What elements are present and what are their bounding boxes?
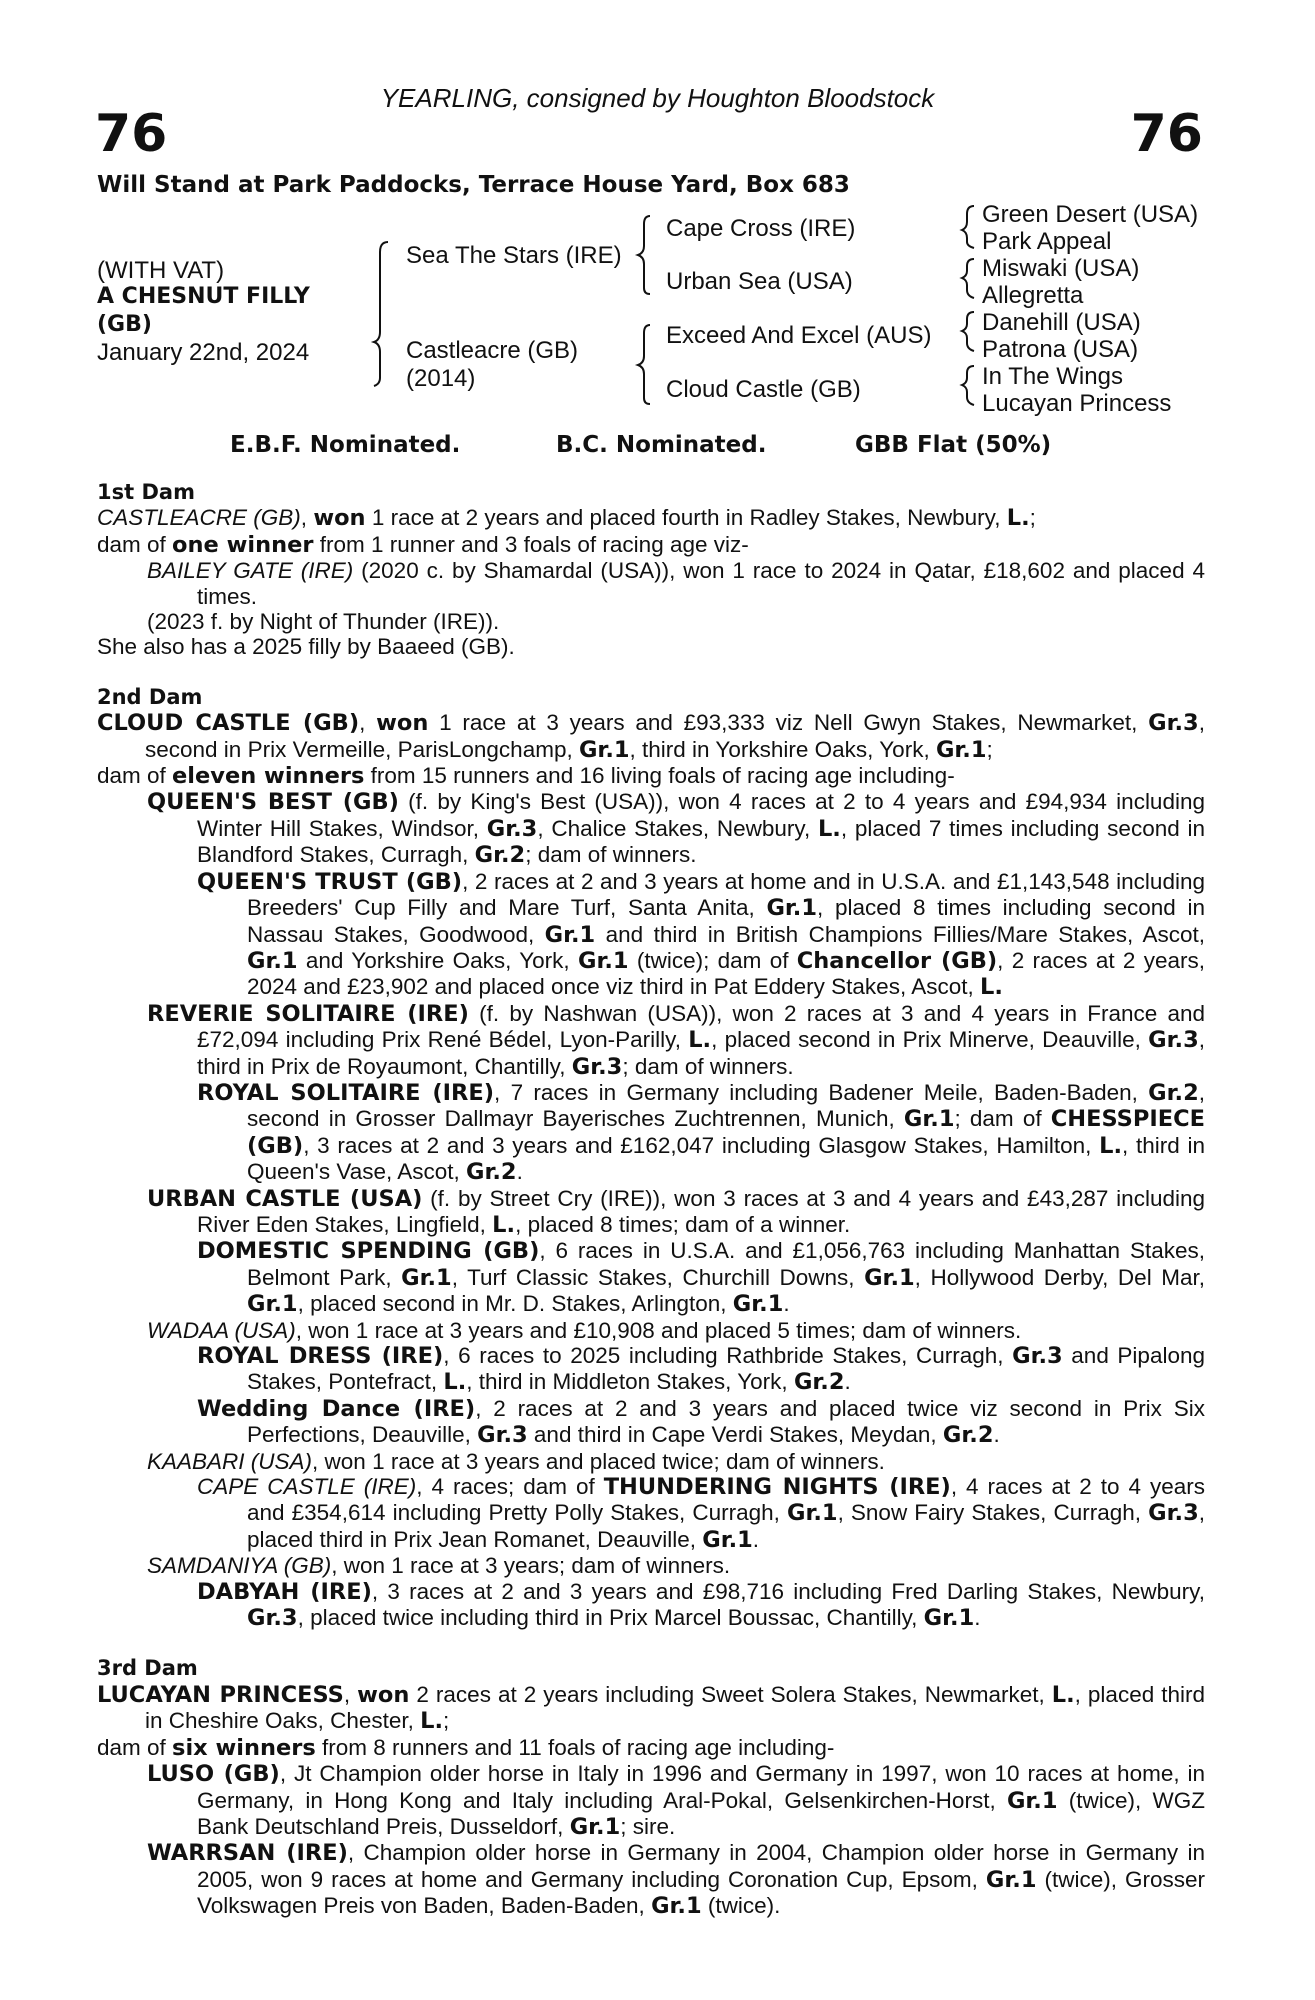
text-run: , Hollywood Derby, Del Mar, bbox=[914, 1264, 1205, 1290]
text-run: , Jt Champion older horse in Italy in 1996 and Germany in 1997, won 10 races at home, in Germany, in Hong Kong and Italy including Aral-Pokal, Gelsenkirchen-Horst, bbox=[197, 1761, 1205, 1813]
bold-text: Gr.3 bbox=[477, 1422, 528, 1449]
bold-text: Gr.1 bbox=[787, 1500, 838, 1527]
text-run: 1 race at 2 years and placed fourth in Radley Stakes, Newbury, bbox=[365, 505, 1007, 531]
text-run: , 2 races at 2 and 3 years at home and in U.S.A. and £1,143,548 including Breeders' Cup Filly and Mare Turf, Santa Anita, bbox=[247, 868, 1205, 921]
gen3-sd-sire: Miswaki (USA) bbox=[982, 255, 1140, 282]
text-run: ; bbox=[1029, 505, 1036, 531]
bold-text: won bbox=[357, 1681, 410, 1708]
bold-text: L. bbox=[420, 1708, 444, 1735]
second-dam-entry bbox=[97, 710, 1205, 763]
text-run: , won 1 race at 3 years and placed twice; dam of winners. bbox=[312, 1448, 885, 1474]
bold-text: Gr.3 bbox=[1148, 1027, 1199, 1054]
bold-text: Gr.2 bbox=[793, 1369, 845, 1396]
bold-text: QUEEN'S TRUST (GB) bbox=[197, 868, 463, 895]
bc-nomination: B.C. Nominated. bbox=[556, 432, 767, 458]
second-dam-entry bbox=[97, 1343, 1205, 1396]
text-run: from 1 runner and 3 foals of racing age viz- bbox=[313, 531, 749, 557]
text-run: , third in Prix de Royaumont, Chantilly, bbox=[197, 1027, 1205, 1079]
bold-text: Gr.1 bbox=[544, 921, 596, 948]
bold-text: Gr.2 bbox=[466, 1159, 517, 1186]
dam-dam: Cloud Castle (GB) bbox=[666, 376, 861, 403]
bold-text: Gr.1 bbox=[903, 1106, 955, 1133]
text-run: , 7 races in Germany including Badener Meile, Baden-Baden, bbox=[494, 1079, 1149, 1105]
bold-text: Gr.3 bbox=[571, 1053, 623, 1080]
text-run: (twice). bbox=[701, 1893, 781, 1919]
bold-text: Gr.1 bbox=[935, 736, 987, 763]
text-run: 1 race at 3 years and £93,333 viz Nell Gwyn Stakes, Newmarket, bbox=[428, 710, 1149, 736]
text-run: , third in Queen's Vase, Ascot, bbox=[247, 1132, 1205, 1185]
bold-text: Gr.3 bbox=[1148, 710, 1199, 737]
bold-text: Gr.1 bbox=[766, 895, 818, 922]
horse-name: A CHESNUT FILLY bbox=[97, 284, 310, 309]
vat-label: (WITH VAT) bbox=[97, 257, 225, 284]
bold-text: Gr.2 bbox=[942, 1422, 994, 1449]
first-dam-closing bbox=[97, 634, 1205, 659]
bold-text: Gr.1 bbox=[578, 736, 630, 763]
bold-text: Gr.1 bbox=[923, 1605, 975, 1632]
bold-text: Gr.1 bbox=[247, 1291, 298, 1318]
sire-dam: Urban Sea (USA) bbox=[666, 268, 853, 295]
second-dam-entry bbox=[97, 1001, 1205, 1080]
text-run: (2020 c. by Shamardal (USA)), won 1 race to 2024 in Qatar, £18,602 and placed 4 times. bbox=[197, 558, 1205, 609]
bold-text: DABYAH (IRE) bbox=[197, 1578, 372, 1605]
second-dam-entry bbox=[97, 1238, 1205, 1317]
text-run: , won 1 race at 3 years and £10,908 and placed 5 times; dam of winners. bbox=[295, 1317, 1022, 1343]
bold-text: Wedding Dance (IRE) bbox=[197, 1395, 476, 1422]
text-run: ; dam of bbox=[954, 1106, 1051, 1132]
italic-text: CASTLEACRE (GB) bbox=[97, 505, 301, 531]
bold-text: eleven winners bbox=[172, 763, 365, 790]
dam-sire: Exceed And Excel (AUS) bbox=[666, 322, 932, 349]
text-run: and Pipalong Stakes, Pontefract, bbox=[247, 1343, 1205, 1395]
text-run: , bbox=[343, 1681, 358, 1707]
text-run: . bbox=[993, 1422, 1000, 1448]
italic-text: KAABARI (USA) bbox=[147, 1448, 313, 1474]
text-run: , 3 races at 2 and 3 years and £162,047 including Glasgow Stakes, Hamilton, bbox=[303, 1132, 1100, 1158]
text-run: , 6 races in U.S.A. and £1,056,763 including Manhattan Stakes, Belmont Park, bbox=[247, 1238, 1205, 1290]
text-run: , second in Prix Vermeille, ParisLongchamp, bbox=[145, 710, 1205, 762]
bold-text: Gr.1 bbox=[985, 1866, 1037, 1893]
text-run: , Snow Fairy Stakes, Curragh, bbox=[837, 1500, 1149, 1526]
text-run: , bbox=[359, 710, 377, 736]
dam-year: (2014) bbox=[406, 365, 476, 392]
text-run: (twice), Grosser Volkswagen Preis von Baden, Baden-Baden, bbox=[197, 1866, 1205, 1919]
second-dam-heading: 2nd Dam bbox=[97, 684, 203, 709]
bold-text: L. bbox=[817, 815, 841, 842]
bold-text: won bbox=[376, 710, 429, 737]
bold-text: Gr.1 bbox=[864, 1264, 915, 1291]
bold-text: L. bbox=[492, 1211, 516, 1238]
text-run: (twice); dam of bbox=[628, 947, 797, 973]
bold-text: Gr.1 bbox=[732, 1291, 784, 1318]
text-run: , placed second in Prix Minerve, Deauville, bbox=[711, 1027, 1149, 1053]
text-run: , second in Grosser Dallmayr Bayerisches Zuchtrennen, Munich, bbox=[247, 1079, 1205, 1132]
consignor-line: YEARLING, consigned by Houghton Bloodstock bbox=[380, 83, 935, 113]
bold-text: LUSO (GB) bbox=[147, 1761, 280, 1788]
gen3-sd-dam: Allegretta bbox=[982, 282, 1084, 309]
text-run: (2023 f. by Night of Thunder (IRE)). bbox=[147, 609, 500, 635]
bold-text: QUEEN'S BEST (GB) bbox=[147, 789, 399, 816]
bold-text: LUCAYAN PRINCESS bbox=[97, 1681, 344, 1708]
text-run: , 4 races; dam of bbox=[416, 1474, 604, 1500]
bold-text: L. bbox=[1006, 505, 1030, 532]
bold-text: Gr.3 bbox=[247, 1605, 298, 1632]
text-run: ; sire. bbox=[620, 1813, 676, 1839]
first-dam-section bbox=[97, 505, 1205, 659]
first-dam-heading: 1st Dam bbox=[97, 480, 195, 504]
text-run: ; bbox=[443, 1708, 450, 1734]
bold-text: L. bbox=[688, 1027, 712, 1054]
text-run: ; dam of winners. bbox=[622, 1053, 794, 1079]
text-run: , won 1 race at 3 years; dam of winners. bbox=[331, 1553, 731, 1579]
text-run: (f. by King's Best (USA)), won 4 races at 2 to 4 years and £94,934 including Winter Hill Stakes, Windsor, bbox=[197, 789, 1205, 841]
bold-text: Gr.1 bbox=[702, 1526, 753, 1553]
text-run: (f. by Street Cry (IRE)), won 3 races at 3 and 4 years and £43,287 including River Eden Stakes, Lingfield, bbox=[197, 1185, 1205, 1237]
bold-text: L. bbox=[443, 1369, 467, 1396]
second-dam-entry bbox=[97, 1474, 1205, 1553]
bold-text: won bbox=[313, 505, 366, 532]
lot-number-right: 76 bbox=[1130, 104, 1203, 164]
bold-text: DOMESTIC SPENDING (GB) bbox=[197, 1238, 540, 1265]
bold-text: Gr.1 bbox=[1006, 1787, 1058, 1814]
text-run: ; bbox=[986, 736, 993, 762]
text-run: , placed second in Mr. D. Stakes, Arlington, bbox=[297, 1291, 733, 1317]
bold-text: one winner bbox=[172, 531, 314, 558]
gen3-dd-sire: In The Wings bbox=[982, 363, 1123, 390]
text-run: , placed twice including third in Prix Marcel Boussac, Chantilly, bbox=[297, 1605, 924, 1631]
foaling-date: January 22nd, 2024 bbox=[97, 339, 310, 366]
second-dam-entry bbox=[97, 1186, 1205, 1239]
first-dam-paragraph bbox=[97, 532, 1205, 558]
sire-name: Sea The Stars (IRE) bbox=[406, 242, 622, 269]
bold-text: L. bbox=[1051, 1681, 1075, 1708]
text-run: from 8 runners and 11 foals of racing age including- bbox=[315, 1734, 835, 1760]
italic-text: CAPE CASTLE (IRE) bbox=[197, 1474, 417, 1500]
text-run: and Yorkshire Oaks, York, bbox=[297, 947, 578, 973]
bold-text: Gr.3 bbox=[1148, 1500, 1199, 1527]
sire-sire: Cape Cross (IRE) bbox=[666, 215, 856, 242]
third-dam-entry bbox=[97, 1761, 1205, 1840]
text-run: . bbox=[516, 1159, 523, 1185]
first-dam-offspring bbox=[97, 609, 1205, 634]
bold-text: WARRSAN (IRE) bbox=[147, 1840, 348, 1867]
lot-number-left: 76 bbox=[95, 104, 168, 164]
bold-text: Gr.2 bbox=[474, 842, 526, 869]
bold-text: ROYAL SOLITAIRE (IRE) bbox=[197, 1079, 495, 1106]
bold-text: CHESSPIECE (GB) bbox=[247, 1106, 1205, 1159]
dam-name: Castleacre (GB) bbox=[406, 337, 579, 364]
ebf-nomination: E.B.F. Nominated. bbox=[230, 432, 461, 458]
bold-text: ROYAL DRESS (IRE) bbox=[197, 1343, 444, 1369]
text-run: , 2 races at 2 years, 2024 and £23,902 and placed once viz third in Pat Eddery Stakes, Ascot, bbox=[247, 947, 1205, 1000]
second-dam-entry bbox=[97, 1449, 1205, 1474]
first-dam-paragraph bbox=[97, 505, 1205, 531]
text-run: She also has a 2025 filly by Baaeed (GB). bbox=[97, 634, 515, 660]
first-dam-offspring bbox=[97, 558, 1205, 609]
second-dam-entry bbox=[97, 789, 1205, 868]
text-run: , placed 8 times including second in Nassau Stakes, Goodwood, bbox=[247, 895, 1205, 947]
text-run: , placed 8 times; dam of a winner. bbox=[515, 1211, 851, 1237]
text-run: , placed third in Cheshire Oaks, Chester, bbox=[145, 1681, 1205, 1734]
bold-text: Gr.1 bbox=[577, 947, 629, 974]
text-run: from 15 runners and 16 living foals of racing age including- bbox=[364, 763, 955, 789]
bold-text: Gr.3 bbox=[486, 815, 538, 842]
bold-text: L. bbox=[980, 974, 1003, 1001]
bold-text: URBAN CASTLE (USA) bbox=[147, 1185, 423, 1212]
text-run: , 4 races at 2 to 4 years and £354,614 including Pretty Polly Stakes, Curragh, bbox=[247, 1474, 1206, 1526]
second-dam-entry bbox=[97, 869, 1205, 1001]
bold-text: CLOUD CASTLE (GB) bbox=[97, 710, 360, 737]
bold-text: Gr.1 bbox=[247, 947, 298, 974]
text-run: , Turf Classic Stakes, Churchill Downs, bbox=[451, 1264, 865, 1290]
gen3-ss-sire: Green Desert (USA) bbox=[982, 201, 1199, 228]
bold-text: THUNDERING NIGHTS (IRE) bbox=[603, 1474, 951, 1501]
text-run: , Chalice Stakes, Newbury, bbox=[537, 815, 818, 841]
text-run: , placed third in Prix Jean Romanet, Deauville, bbox=[247, 1500, 1205, 1552]
bold-text: L. bbox=[1099, 1132, 1123, 1159]
text-run: , 6 races to 2025 including Rathbride Stakes, Curragh, bbox=[443, 1343, 1013, 1368]
second-dam-entry bbox=[97, 1396, 1205, 1449]
bold-text: Chancellor (GB) bbox=[796, 947, 998, 974]
text-run: (f. by Nashwan (USA)), won 2 races at 3 and 4 years in France and £72,094 including Prix René Bédel, Lyon-Parilly, bbox=[197, 1000, 1205, 1053]
third-dam-entry bbox=[97, 1840, 1205, 1919]
third-dam-heading: 3rd Dam bbox=[97, 1656, 198, 1681]
text-run: and third in Cape Verdi Stakes, Meydan, bbox=[527, 1422, 943, 1448]
text-run: and third in British Champions Fillies/Mare Stakes, Ascot, bbox=[595, 921, 1205, 947]
second-dam-entry bbox=[97, 763, 1205, 789]
text-run: , bbox=[300, 505, 314, 531]
text-run: . bbox=[752, 1526, 760, 1552]
third-dam-entry bbox=[97, 1682, 1205, 1735]
second-dam-entry bbox=[97, 1579, 1205, 1632]
stand-location: Will Stand at Park Paddocks, Terrace House Yard, Box 683 bbox=[97, 172, 850, 198]
text-run: . bbox=[844, 1369, 851, 1395]
text-run: ; dam of winners. bbox=[525, 842, 697, 868]
bold-text: six winners bbox=[172, 1734, 316, 1761]
family-details bbox=[97, 480, 1205, 1920]
text-run: dam of bbox=[97, 763, 173, 789]
text-run: . bbox=[974, 1605, 981, 1631]
second-dam-entry bbox=[97, 1080, 1205, 1186]
bold-text: Gr.1 bbox=[651, 1893, 702, 1920]
gen3-ss-dam: Park Appeal bbox=[982, 228, 1112, 255]
gbb-flat: GBB Flat (50%) bbox=[855, 432, 1052, 458]
text-run: , 3 races at 2 and 3 years and £98,716 including Fred Darling Stakes, Newbury, bbox=[371, 1578, 1206, 1604]
bold-text: Gr.3 bbox=[1012, 1343, 1063, 1369]
text-run: , third in Middleton Stakes, York, bbox=[466, 1369, 794, 1395]
third-dam-section bbox=[97, 1682, 1205, 1920]
gen3-ds-dam: Patrona (USA) bbox=[982, 336, 1139, 363]
text-run: , Champion older horse in Germany in 2004, Champion older horse in Germany in 2005, won 9 races at home and Germany including Coronation Cup, Epsom, bbox=[197, 1840, 1205, 1892]
horse-origin: (GB) bbox=[97, 312, 152, 337]
text-run: dam of bbox=[97, 531, 173, 557]
italic-text: WADAA (USA) bbox=[147, 1317, 296, 1343]
italic-text: BAILEY GATE (IRE) bbox=[147, 558, 354, 584]
text-run: , 2 races at 2 and 3 years and placed twice viz second in Prix Six Perfections, Deauville, bbox=[247, 1395, 1205, 1448]
text-run: . bbox=[783, 1291, 790, 1317]
second-dam-section bbox=[97, 710, 1205, 1631]
bold-text: Gr.1 bbox=[569, 1813, 621, 1840]
text-run: dam of bbox=[97, 1734, 173, 1760]
text-run: (twice), WGZ Bank Deutschland Preis, Dusseldorf, bbox=[197, 1787, 1205, 1839]
italic-text: SAMDANIYA (GB) bbox=[147, 1553, 332, 1579]
bold-text: Gr.2 bbox=[1148, 1079, 1199, 1106]
text-run: 2 races at 2 years including Sweet Solera Stakes, Newmarket, bbox=[409, 1681, 1052, 1707]
gen3-dd-dam: Lucayan Princess bbox=[982, 390, 1172, 417]
second-dam-entry bbox=[97, 1553, 1205, 1578]
second-dam-entry bbox=[97, 1318, 1205, 1343]
third-dam-entry bbox=[97, 1735, 1205, 1761]
bold-text: REVERIE SOLITAIRE (IRE) bbox=[147, 1000, 469, 1027]
bold-text: Gr.1 bbox=[401, 1264, 452, 1291]
gen3-ds-sire: Danehill (USA) bbox=[982, 309, 1141, 336]
text-run: , placed 7 times including second in Blandford Stakes, Curragh, bbox=[197, 815, 1205, 868]
text-run: , third in Yorkshire Oaks, York, bbox=[629, 736, 936, 762]
